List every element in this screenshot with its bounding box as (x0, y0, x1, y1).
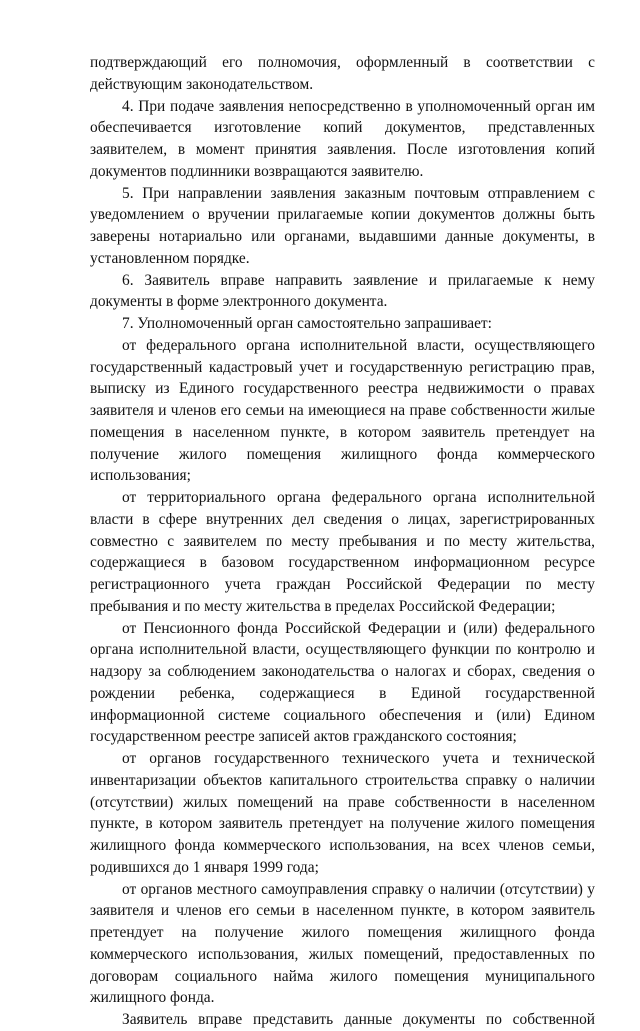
paragraph-item-5: 5. При направлении заявления заказным почтовым отправлением с уведомлением о вручении прилагаемые копии документов должны быть заверены нотариально или органами, выдавшими данные документы, в установленном порядке. (90, 184, 595, 267)
paragraph-request-local-government: от органов местного самоуправления справку о наличии (отсутствии) у заявителя и членов его семьи в населенном пункте, в котором заявитель претендует на получение жилого помещения жилищного фонда коммерческого использования, жилых помещений, предоставленных по договорам социального найма жилого помещения муниципального жилищного фонда. (90, 880, 595, 1007)
paragraph-item-4: 4. При подаче заявления непосредственно в уполномоченный орган им обеспечивается изготовление копий документов, представленных заявителем, в момент принятия заявления. После изготовления копий документов подлинники возвращаются заявителю. (90, 97, 595, 180)
paragraph-request-technical-inventory: от органов государственного технического учета и технической инвентаризации объектов капитального строительства справку о наличии (отсутствии) жилых помещений на праве собственности в населенном пункте, в котором заявитель претендует на получение жилого помещения жилищного фонда коммерческого использования, на всех членов семьи, родившихся до 1 января 1999 года; (90, 750, 595, 876)
paragraph-item-6: 6. Заявитель вправе направить заявление и прилагаемые к нему документы в форме электронного документа. (90, 271, 595, 311)
paragraph-request-federal-registry: от федерального органа исполнительной власти, осуществляющего государственный кадастровый учет и государственную регистрацию прав, выписку из Единого государственного реестра недвижимости о правах заявителя и членов его семьи на имеющиеся на праве собственности жилые помещения в населенном пункте, в котором заявитель претендует на получение жилого помещения жилищного фонда коммерческого использования; (90, 336, 595, 485)
paragraph-applicant-right: Заявитель вправе представить данные документы по собственной (122, 1011, 595, 1028)
paragraph-authority-continuation: подтверждающий его полномочия, оформленный в соответствии с действующим законодательством. (90, 54, 595, 93)
paragraph-item-7: 7. Уполномоченный орган самостоятельно запрашивает: (122, 315, 492, 332)
document-page (90, 52, 595, 1031)
paragraph-request-pension-fund: от Пенсионного фонда Российской Федерации и (или) федерального органа исполнительной власти, осуществляющего функции по контролю и надзору за соблюдением законодательства о налогах и сборах, сведения о рождении ребенка, содержащиеся в Единой государственной информационной системе социального обеспечения и (или) Едином государственном реестре записей актов гражданского состояния; (90, 619, 595, 746)
paragraph-request-internal-affairs: от территориального органа федерального органа исполнительной власти в сфере внутренних дел сведения о лицах, зарегистрированных совместно с заявителем по месту пребывания и по месту жительства, содержащиеся в базовом государственном информационном ресурсе регистрационного учета граждан Российской Федерации по месту пребывания и по месту жительства в пределах Российской Федерации; (90, 489, 595, 615)
